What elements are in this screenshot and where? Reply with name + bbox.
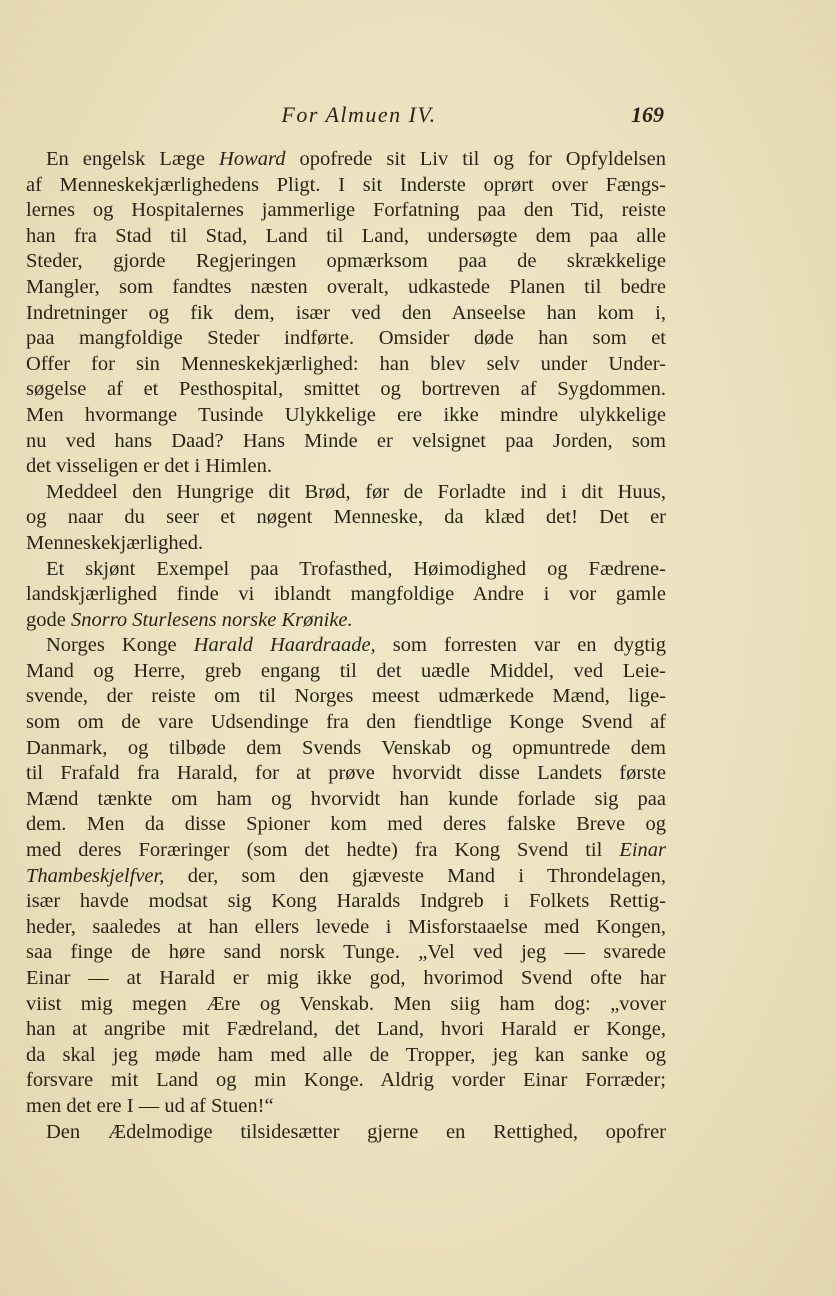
line-text: Mænd tænkte om ham og hvorvidt han kunde forlade sig paa	[26, 787, 666, 810]
line-text: nu ved hans Daad? Hans Minde er velsignet paa Jorden, som	[26, 429, 666, 452]
text-line	[26, 966, 666, 992]
text-line	[26, 249, 666, 275]
line-text-after: opofrede sit Liv til og for Opfyldelsen	[299, 148, 666, 170]
line-text: lernes og Hospitalernes jammerlige Forfatning paa den Tid, reiste	[26, 199, 666, 222]
line-text: og naar du seer et nøgent Menneske, da klæd det! Det er	[26, 506, 666, 529]
text-line	[26, 787, 666, 813]
line-text: heder, saaledes at han ellers levede i Misforstaaelse med Kongen,	[26, 915, 666, 938]
line-text: Mangler, som fandtes næsten overalt, udkastede Planen til bedre	[26, 275, 666, 298]
line-text: Steder, gjorde Regjeringen opmærksom paa de skrækkelige	[26, 250, 666, 273]
italic-name: Thambeskjelfver,	[26, 864, 165, 887]
italic-name: Snorro Sturlesens norske Krønike.	[70, 608, 353, 631]
text-line	[26, 992, 666, 1018]
text-line	[26, 940, 666, 966]
text-line	[26, 352, 666, 378]
text-line	[26, 633, 666, 659]
line-text: af Menneskekjærlighedens Pligt. I sit Inderste oprørt over Fængs-	[26, 173, 666, 196]
text-body	[26, 147, 666, 1145]
line-text: med deres Foræringer (som det hedte) fra Kong Svend til	[26, 839, 603, 862]
text-line	[26, 1068, 666, 1094]
line-text: dem. Men da disse Spioner kom med deres falske Breve og	[26, 813, 666, 836]
text-line	[26, 377, 666, 403]
line-text: som om de vare Udsendinge fra den fiendtlige Konge Svend af	[26, 711, 666, 734]
text-line	[26, 454, 666, 480]
line-text: han at angribe mit Fædreland, det Land, hvori Harald er Konge,	[26, 1018, 666, 1041]
text-line	[26, 1017, 666, 1043]
text-line	[26, 147, 666, 173]
italic-name: Harald Haardraade,	[193, 634, 376, 657]
line-text: det visseligen er det i Himlen.	[26, 455, 272, 478]
line-text-after: der, som den gjæveste Mand i Throndelagen,	[187, 864, 666, 887]
text-line	[26, 684, 666, 710]
text-line	[26, 1120, 666, 1146]
text-line	[26, 505, 666, 531]
text-line	[26, 429, 666, 455]
line-text: men det ere I — ud af Stuen!“	[26, 1094, 274, 1117]
text-line	[26, 812, 666, 838]
line-text: forsvare mit Land og min Konge. Aldrig vorder Einar Forræder;	[26, 1069, 666, 1092]
line-text-after: som forresten var en dygtig	[392, 634, 666, 657]
text-line	[26, 224, 666, 250]
text-line	[26, 275, 666, 301]
text-line	[26, 761, 666, 787]
line-text: da skal jeg møde ham med alle de Tropper, jeg kan sanke og	[26, 1043, 666, 1066]
running-title: For Almuen IV.	[281, 102, 437, 127]
text-line	[26, 608, 666, 634]
text-line	[26, 838, 666, 864]
line-text: Offer for sin Menneskekjærlighed: han blev selv under Under-	[26, 352, 666, 375]
running-head	[54, 98, 664, 132]
text-line	[26, 301, 666, 327]
text-line	[26, 659, 666, 685]
text-line	[26, 582, 666, 608]
line-text: paa mangfoldige Steder indførte. Omsider døde han som et	[26, 327, 666, 350]
line-text: Einar — at Harald er mig ikke god, hvorimod Svend ofte har	[26, 967, 666, 989]
line-text: saa finge de høre sand norsk Tunge. „Vel ved jeg — svarede	[26, 941, 666, 964]
line-text: Menneskekjærlighed.	[26, 531, 204, 554]
line-text: svende, der reiste om til Norges meest udmærkede Mænd, lige-	[26, 685, 666, 708]
page-number: 169	[631, 102, 664, 127]
line-text: Indretninger og fik dem, især ved den Anseelse han kom i,	[26, 301, 666, 324]
line-text: Mand og Herre, greb engang til det uædle Middel, ved Leie-	[26, 659, 666, 682]
line-text: til Frafald fra Harald, for at prøve hvorvidt disse Landets første	[26, 762, 666, 785]
text-line	[26, 531, 666, 557]
line-text: landskjærlighed finde vi iblandt mangfoldige Andre i vor gamle	[26, 583, 666, 606]
text-line	[26, 557, 666, 583]
text-line	[26, 736, 666, 762]
line-text: Et skjønt Exempel paa Trofasthed, Høimodighed og Fædrene-	[46, 557, 666, 580]
line-text: Danmark, og tilbøde dem Svends Venskab og opmuntrede dem	[26, 736, 666, 759]
text-line	[26, 915, 666, 941]
text-line	[26, 480, 666, 506]
line-text: Meddeel den Hungrige dit Brød, før de Forladte ind i dit Huus,	[46, 480, 666, 503]
text-line	[26, 1094, 666, 1120]
text-line	[26, 326, 666, 352]
line-text: Den Ædelmodige tilsidesætter gjerne en Rettighed, opofrer	[46, 1120, 666, 1143]
italic-name: Howard	[219, 148, 286, 170]
text-line	[26, 710, 666, 736]
italic-name: Einar	[619, 839, 666, 862]
line-text: han fra Stad til Stad, Land til Land, undersøgte dem paa alle	[26, 224, 666, 247]
line-text: især havde modsat sig Kong Haralds Indgreb i Folkets Rettig-	[26, 890, 666, 913]
text-line	[26, 198, 666, 224]
text-line	[26, 864, 666, 890]
line-text: gode	[26, 608, 66, 631]
line-text: Men hvormange Tusinde Ulykkelige ere ikke mindre ulykkelige	[26, 403, 666, 426]
line-text: Norges Konge	[46, 634, 177, 657]
text-line	[26, 173, 666, 199]
line-text: En engelsk Læge	[46, 148, 205, 170]
line-text: søgelse af et Pesthospital, smittet og bortreven af Sygdommen.	[26, 378, 666, 401]
line-text: viist mig megen Ære og Venskab. Men siig ham dog: „vover	[26, 992, 666, 1015]
text-line	[26, 403, 666, 429]
text-line	[26, 1043, 666, 1069]
text-line	[26, 889, 666, 915]
